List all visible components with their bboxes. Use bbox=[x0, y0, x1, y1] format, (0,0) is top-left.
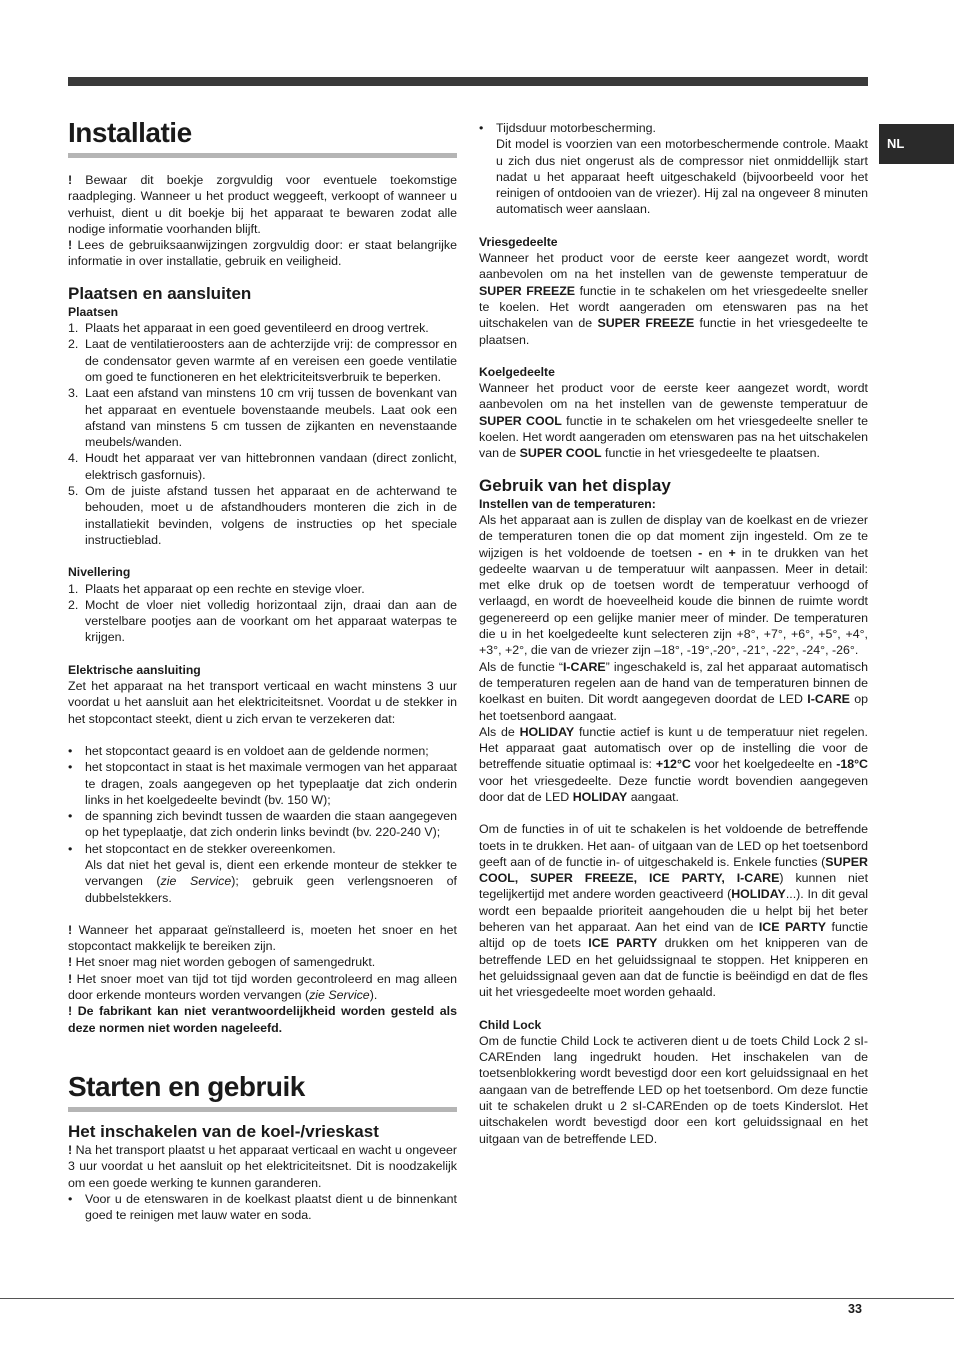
koelgedeelte-paragraph: Wanneer het product voor de eerste keer aangezet wordt, wordt aanbevolen om na het instellen van de gewenste temperatuur de SUPER COOL functie in te schakelen om het vriesgedeelte sneller te koelen. Het wordt aangeraden om etenswaren pas na het uitschakelen van de SUPER COOL functie in het vriesgedeelte te plaatsen. bbox=[479, 381, 868, 461]
list-item: • het stopcontact en de stekker overeenkomen. Als dat niet het geval is, dient een erkende monteur de stekker te vervangen (zie Service); gebruik geen verlengsnoeren of dubbelstekkers. bbox=[68, 841, 457, 905]
warning-paragraph-1: ! Wanneer het apparaat geïnstalleerd is, moeten het snoer en het stopcontact makkelijk te bereiken zijn. bbox=[68, 922, 457, 954]
display-paragraph-1: Als het apparaat aan is zullen de display van de koelkast en de vriezer de temperaturen tonen die op dat moment zijn ingesteld. Om ze te wijzigen is het voldoende de toetsen - en + in te drukken van het gedeelte waarvan u de temperatuur wilt aanpassen. Meer in detail: met elke druk op de toetsen wordt de temperatuur verhoogd of verlaagd, en wordt de hoeveelheid koude die binnen de ruimte wordt gegenereerd op een gelijke manier meer of minder. De temperaturen die u in het koelgedeelte kunt selecteren zijn +8°, +7°, +6°, +5°, +4°, +3°, +2°, die van de vriezer zijn –18°, -19°,-20°, -21°, -22°, -24°, -26°. bbox=[479, 512, 868, 658]
list-item: 2. Laat de ventilatieroosters aan de achterzijde vrij: de compressor en de condensator geven warmte af en vereisen een goede ventilatie om goed te functioneren en het elektriciteitsverbruik te beperken. bbox=[68, 337, 457, 384]
list-item: 5. Om de juiste afstand tussen het apparaat en de achterwand te behouden, moet u de afstandhouders monteren die zich in de installatiekit bevinden, volgens de instructies op het speciale instructieblad. bbox=[68, 484, 457, 547]
display-title: Gebruik van het display bbox=[479, 475, 671, 495]
elektrisch-list bbox=[68, 743, 457, 906]
list-item: 1. Plaats het apparaat in een goed geventileerd en droog vertrek. bbox=[68, 321, 429, 336]
tijdsduur-paragraph: Dit model is voorzien van een motorbeschermende controle. Maakt u zich dus niet ongerust als de compressor niet onmiddellijk start nadat u het apparaat heeft uitgeschakeld (bijvoorbeeld voor het reinigen of ontdooien van de vriezer). Hij zal na ongeveer 8 minuten automatisch weer aanslaan. bbox=[496, 137, 868, 217]
list-item: • Voor u de etenswaren in de koelkast plaatst dient u de binnenkant goed te reinigen met lauw water en soda. bbox=[68, 1191, 457, 1223]
warning-paragraph-3: ! Het snoer moet van tijd tot tijd worden gecontroleerd en mag alleen door erkende monteurs worden vervangen (zie Service). bbox=[68, 971, 457, 1003]
vriesgedeelte-subtitle: Vriesgedeelte bbox=[479, 234, 558, 249]
plaatsen-list bbox=[68, 320, 457, 548]
left-column bbox=[68, 116, 457, 1223]
koelgedeelte-subtitle: Koelgedeelte bbox=[479, 364, 555, 379]
display-paragraph-3: Als de HOLIDAY functie actief is kunt u de temperatuur niet regelen. Het apparaat gaat automatisch over op de instelling die voor de betreffende situatie optimaal is: +12°C voor het koelgedeelte en -18°C voor het vriesgedeelte. Deze functie wordt bovendien aangegeven door dat de LED HOLIDAY aangaat. bbox=[479, 724, 868, 804]
installatie-title: Installatie bbox=[68, 116, 457, 158]
page-number: 33 bbox=[848, 1302, 862, 1316]
inschakelen-list bbox=[68, 1191, 457, 1224]
list-item: • Tijdsduur motorbescherming. Dit model is voorzien van een motorbeschermende controle. Maakt u zich dus niet ongerust als de compressor niet onmiddellijk start nadat u het apparaat heeft uitgeschakeld (bijvoorbeeld voor het reinigen of ontdooien van de vriezer). Hij zal na ongeveer 8 minuten automatisch weer aanslaan. bbox=[479, 121, 868, 217]
list-item: 3. Laat een afstand van minstens 10 cm vrij tussen de bovenkant van het apparaat en eventuele bovenstaande meubels. Laat ook een afstand van minstens 5 cm tussen de zijkanten en nevenstaande meubels/wanden. bbox=[68, 386, 457, 450]
plaatsen-subtitle: Plaatsen bbox=[68, 304, 119, 319]
warning-paragraph-4: ! De fabrikant kan niet verantwoordelijkheid worden gesteld als deze normen niet worden nageleefd. bbox=[68, 1004, 457, 1035]
child-lock-paragraph: Om de functie Child Lock te activeren dient u de toets Child Lock 2 sI-CAREnden lang ingedrukt houden. Het inschakelen van de toetsenblokkering wordt bevestigd door een kort geluidssignaal en het aangaan van de betreffende LED op het toetsenbord. Om deze functie uit te schakelen drukt u 2 sI-CAREnden op de toets Kinderslot. Het uitschakelen wordt bevestigd door een kort geluidssignaal en het uitgaan van de betreffende LED. bbox=[479, 1033, 868, 1146]
inschakelen-title: Het inschakelen van de koel-/vrieskast bbox=[68, 1121, 379, 1141]
display-paragraph-2: Als de functie “I-CARE” ingeschakeld is, zal het apparaat automatisch de temperaturen regelen aan de hand van de temperaturen binnen de koelkast en buiten. Dit wordt aangegeven doordat de LED I-CARE op het toetsenbord aangaat. bbox=[479, 659, 868, 723]
starten-title: Starten en gebruik bbox=[68, 1070, 457, 1112]
bottom-rule bbox=[0, 1298, 954, 1299]
right-column bbox=[479, 120, 868, 1147]
tijdsduur-list bbox=[479, 120, 868, 218]
inschakelen-paragraph: ! Na het transport plaatst u het apparaat verticaal en wacht u ongeveer 3 uur voordat u het aansluit op het elektriciteitsnet. Dit is noodzakelijk om een goede werking te kunnen garanderen. bbox=[68, 1142, 457, 1190]
list-item: • de spanning zich bevindt tussen de waarden die staan aangegeven op het typeplaatje, dat zich onderin links bevindt (bv. 220-240 V); bbox=[68, 809, 457, 840]
warning-paragraph-2: ! Het snoer mag niet worden gebogen of samengedrukt. bbox=[68, 955, 376, 970]
list-item: 1. Plaats het apparaat op een rechte en stevige vloer. bbox=[68, 581, 365, 596]
intro-paragraph-1: ! Bewaar dit boekje zorgvuldig voor eventuele toekomstige raadpleging. Wanneer u het product weggeeft, verkoopt of wanneer u verhuist, dient u dit boekje bij het apparaat te bewaren zodat alle nodige informatie voorhanden blijft. bbox=[68, 173, 457, 236]
nivellering-list bbox=[68, 581, 457, 646]
list-item: 4. Houdt het apparaat ver van hittebronnen vandaan (direct zonlicht, elektrisch gasfornuis). bbox=[68, 451, 457, 482]
warning-mark: ! bbox=[68, 173, 73, 187]
elektrisch-subtitle: Elektrische aansluiting bbox=[68, 662, 201, 677]
top-rule bbox=[68, 77, 868, 86]
instellen-subtitle: Instellen van de temperaturen: bbox=[479, 496, 656, 511]
list-item: • het stopcontact geaard is en voldoet aan de geldende normen; bbox=[68, 743, 429, 758]
language-tab: NL bbox=[879, 124, 954, 164]
elektrisch-paragraph: Zet het apparaat na het transport verticaal en wacht minstens 3 uur voordat u het aansluit aan het elektriciteitsnet. Voordat u de stekker in het stopcontact steekt, dient u zich ervan te verzekeren dat: bbox=[68, 679, 457, 726]
intro-paragraph-2: ! Lees de gebruiksaanwijzingen zorgvuldig door: er staat belangrijke informatie in over installatie, gebruik en veiligheid. bbox=[68, 238, 457, 269]
vriesgedeelte-paragraph: Wanneer het product voor de eerste keer aangezet wordt, wordt aanbevolen om na het instellen van de gewenste temperatuur de SUPER FREEZE functie in te schakelen om het vriesgedeelte sneller te koelen. Het wordt aangeraden om etenswaren pas na het uitschakelen van de SUPER FREEZE functie in het vriesgedeelte te plaatsen. bbox=[479, 251, 869, 347]
list-item: • het stopcontact in staat is het maximale vermogen van het apparaat te dragen, zoals aangegeven op het typeplaatje dat zich onderin links in het koelgedeelte bevindt (bv. 150 W); bbox=[68, 760, 457, 807]
child-lock-subtitle: Child Lock bbox=[479, 1017, 542, 1032]
functies-paragraph: Om de functies in of uit te schakelen is het voldoende de betreffende toets in te drukken. Het aan- of uitgaan van de LED op het toetsenbord geeft aan of de functie in- of uitgeschakeld is. Enkele functies (SUPER COOL, SUPER FREEZE, ICE PARTY, I-CARE) kunnen niet tegelijkertijd met andere worden geactiveerd (HOLIDAY...). In dit geval wordt een bepaalde prioriteit aangehouden die u helpt bij het beter beheren van het apparaat. Aan het eind van de ICE PARTY functie altijd op de toets ICE PARTY drukken om het knipperen van de betreffende LED en het geluidssignaal te stoppen. Het knipperen en het geluidssignaal geven aan dat de functie is beëindigd en dat de fles uit het vriesgedeelte moet worden gehaald. bbox=[479, 822, 869, 1000]
nivellering-subtitle: Nivellering bbox=[68, 565, 131, 580]
erkende-note: Als dat niet het geval is, dient een erkende monteur de stekker te vervangen (zie Service); gebruik geen verlengsnoeren of dubbelstekkers. bbox=[85, 857, 457, 905]
plaatsen-title: Plaatsen en aansluiten bbox=[68, 283, 252, 303]
list-item: 2. Mocht de vloer niet volledig horizontaal zijn, draai dan aan de verstelbare pootjes aan de voorkant om het apparaat waterpas te krijgen. bbox=[68, 597, 457, 645]
warning-mark: ! bbox=[68, 238, 73, 253]
